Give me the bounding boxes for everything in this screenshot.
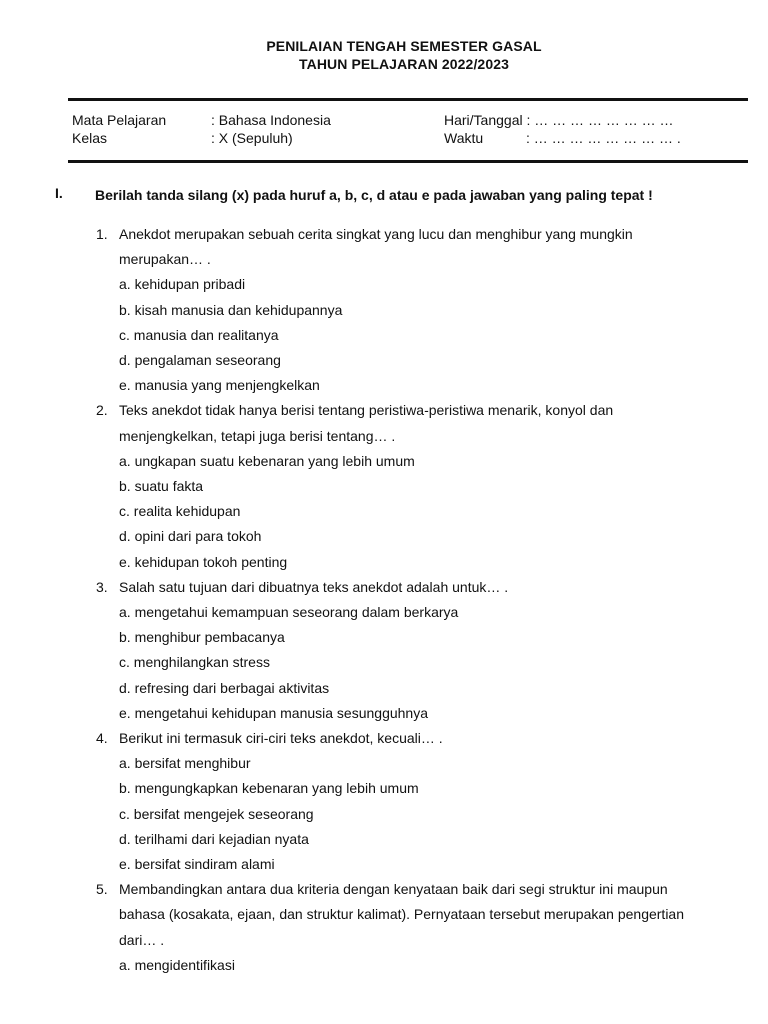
question-stem (96, 877, 706, 953)
top-divider (68, 98, 748, 101)
answer-option: e. manusia yang menjengkelkan (119, 377, 320, 394)
question-number: 5. (96, 881, 108, 898)
answer-option: e. kehidupan tokoh penting (119, 553, 288, 570)
question-stem (96, 575, 706, 600)
question-text: Anekdot merupakan sebuah cerita singkat yang lucu dan menghibur yang mungkin merupakan… . (119, 226, 633, 268)
answer-option: d. opini dari para tokoh (119, 528, 262, 545)
exam-title: PENILAIAN TENGAH SEMESTER GASAL (266, 38, 542, 54)
question-text: Berikut ini termasuk ciri-ciri teks anekdot, kecuali… . (119, 730, 443, 747)
answer-option: b. suatu fakta (119, 478, 204, 495)
answer-option: c. realita kehidupan (119, 503, 241, 520)
time-value: : … … … … … … … … . (525, 130, 681, 146)
answer-option: d. refresing dari berbagai aktivitas (119, 679, 330, 696)
question-list (96, 222, 706, 978)
time-field (444, 130, 681, 146)
answer-option: a. mengetahui kemampuan seseorang dalam berkarya (119, 604, 459, 621)
question-text: Teks anekdot tidak hanya berisi tentang peristiwa-peristiwa menarik, konyol dan menjengkelkan, tetapi juga berisi tentang… . (119, 402, 614, 444)
question-item (96, 222, 706, 398)
answer-option: c. menghilangkan stress (119, 654, 270, 671)
question-number: 2. (96, 402, 108, 419)
subject-value: : Bahasa Indonesia (211, 112, 331, 128)
subject-label: Mata Pelajaran (72, 112, 167, 128)
question-number: 4. (96, 730, 108, 747)
class-value: : X (Sepuluh) (211, 130, 293, 146)
class-label: Kelas (72, 130, 108, 146)
answer-option: b. menghibur pembacanya (119, 629, 285, 646)
answer-option: d. terilhami dari kejadian nyata (119, 830, 309, 847)
answer-option: b. kisah manusia dan kehidupannya (119, 301, 343, 318)
time-label: Waktu (444, 130, 484, 146)
answer-option: e. bersifat sindiram alami (119, 856, 275, 873)
answer-option: a. bersifat menghibur (119, 755, 251, 772)
answer-option: a. ungkapan suatu kebenaran yang lebih umum (119, 452, 415, 469)
academic-year: TAHUN PELAJARAN 2022/2023 (299, 56, 509, 72)
question-text: Membandingkan antara dua kriteria dengan kenyataan baik dari segi struktur ini maupun bahasa (kosakata, ejaan, dan struktur kalimat). Pernyataan tersebut merupakan pengertian dari… . (119, 881, 684, 948)
date-value: : … … … … … … … … (526, 112, 674, 128)
question-stem (96, 398, 706, 448)
question-item (96, 877, 706, 978)
section-instruction: Berilah tanda silang (x) pada huruf a, b, c, d atau e pada jawaban yang paling tepat ! (95, 187, 653, 203)
bottom-divider (68, 160, 748, 163)
answer-option: d. pengalaman seseorang (119, 352, 281, 369)
answer-option: b. mengungkapkan kebenaran yang lebih umum (119, 780, 419, 797)
question-item (96, 726, 706, 877)
answer-option: c. manusia dan realitanya (119, 326, 279, 343)
answer-option: a. kehidupan pribadi (119, 276, 246, 293)
question-number: 3. (96, 578, 108, 595)
time-gap (483, 130, 526, 146)
question-text: Salah satu tujuan dari dibuatnya teks anekdot adalah untuk… . (119, 578, 509, 595)
question-item (96, 398, 706, 574)
answer-option: a. mengidentifikasi (119, 956, 235, 973)
answer-option: c. bersifat mengejek seseorang (119, 805, 314, 822)
date-label: Hari/Tanggal (444, 112, 523, 128)
question-stem (96, 222, 706, 272)
question-item (96, 575, 706, 726)
date-field (444, 112, 674, 128)
section-number: I. (55, 185, 63, 201)
question-stem (96, 726, 706, 751)
question-number: 1. (96, 226, 108, 242)
answer-option: e. mengetahui kehidupan manusia sesungguhnya (119, 704, 429, 721)
